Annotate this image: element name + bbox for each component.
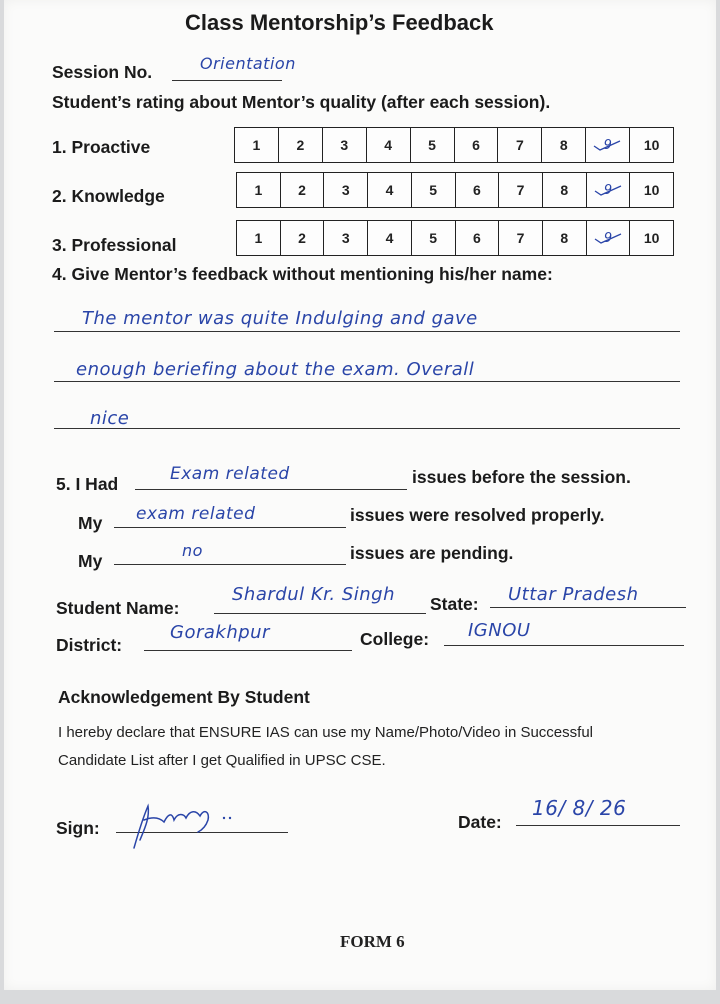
date-underline <box>516 825 680 826</box>
scale-cell[interactable]: 2 <box>280 221 324 255</box>
selected-value: 9 <box>603 230 613 246</box>
pending-issues-value[interactable]: no <box>182 541 203 560</box>
scale-cell[interactable]: 7 <box>498 173 542 207</box>
feedback-line-1[interactable]: The mentor was quite Indulging and gave <box>82 308 478 329</box>
feedback-form-page <box>4 0 716 990</box>
college-label: College: <box>360 629 430 649</box>
resolved-issues-underline <box>114 527 346 528</box>
scale-cell[interactable]: 5 <box>411 221 455 255</box>
session-label: Session No. <box>52 62 153 82</box>
pending-issues-label: My <box>78 551 103 571</box>
feedback-line-3[interactable]: nice <box>90 408 130 429</box>
pending-issues-suffix: issues are pending. <box>350 543 514 563</box>
student-name-label: Student Name: <box>56 598 180 618</box>
feedback-heading: 4. Give Mentor’s feedback without mentioning his/her name: <box>52 264 553 284</box>
scale-cell[interactable]: 4 <box>366 128 410 162</box>
district-underline <box>144 650 352 651</box>
student-name-underline <box>214 613 426 614</box>
feedback-underline-3 <box>54 428 680 429</box>
scale-cell[interactable]: 2 <box>280 173 324 207</box>
rating-heading: Student’s rating about Mentor’s quality (after each session). <box>52 92 551 112</box>
scale-cell[interactable]: 7 <box>497 128 541 162</box>
college-underline <box>444 645 684 646</box>
had-issues-suffix: issues before the session. <box>412 467 631 487</box>
scale-cell[interactable]: 1 <box>254 182 263 198</box>
state-value[interactable]: Uttar Pradesh <box>508 584 639 605</box>
scale-cell[interactable]: 6 <box>455 221 499 255</box>
scale-cell[interactable]: 7 <box>498 221 542 255</box>
rating-scale-professional[interactable] <box>236 220 674 256</box>
district-value[interactable]: Gorakhpur <box>170 622 270 643</box>
rating-label-proactive: 1. Proactive <box>52 137 151 157</box>
scale-cell-selected[interactable] <box>586 173 630 207</box>
scale-cell[interactable]: 3 <box>323 173 367 207</box>
signature-image <box>120 796 240 854</box>
form-number: FORM 6 <box>340 932 405 951</box>
resolved-issues-label: My <box>78 513 103 533</box>
scale-cell[interactable]: 4 <box>367 221 411 255</box>
scale-cell[interactable]: 6 <box>454 128 498 162</box>
acknowledgement-line-2: Candidate List after I get Qualified in UPSC CSE. <box>58 752 386 769</box>
scale-cell[interactable]: 8 <box>542 173 586 207</box>
resolved-issues-suffix: issues were resolved properly. <box>350 505 605 525</box>
scale-cell[interactable]: 10 <box>629 128 673 162</box>
form-title: Class Mentorship’s Feedback <box>185 10 494 35</box>
had-issues-underline <box>135 489 407 490</box>
resolved-issues-value[interactable]: exam related <box>136 504 256 524</box>
scale-cell[interactable]: 8 <box>541 128 585 162</box>
scale-cell[interactable]: 1 <box>252 137 261 153</box>
student-name-value[interactable]: Shardul Kr. Singh <box>232 584 395 605</box>
had-issues-value[interactable]: Exam related <box>170 464 290 484</box>
sign-label: Sign: <box>56 818 100 838</box>
rating-label-knowledge: 2. Knowledge <box>52 186 165 206</box>
state-underline <box>490 607 686 608</box>
had-issues-label: 5. I Had <box>56 474 119 494</box>
date-value[interactable]: 16/ 8/ 26 <box>532 796 627 820</box>
acknowledgement-line-1: I hereby declare that ENSURE IAS can use my Name/Photo/Video in Successful <box>58 724 593 741</box>
scale-cell[interactable]: 1 <box>254 230 263 246</box>
acknowledgement-heading: Acknowledgement By Student <box>58 687 310 707</box>
selected-value: 9 <box>603 182 613 198</box>
scale-cell-selected[interactable] <box>585 128 629 162</box>
feedback-line-2[interactable]: enough beriefing about the exam. Overall <box>76 359 475 380</box>
scale-cell[interactable]: 3 <box>322 128 366 162</box>
college-value[interactable]: IGNOU <box>468 620 531 641</box>
scale-cell[interactable]: 10 <box>629 221 673 255</box>
scale-cell[interactable]: 5 <box>411 173 455 207</box>
rating-label-professional: 3. Professional <box>52 235 177 255</box>
scale-cell[interactable]: 5 <box>410 128 454 162</box>
scale-cell[interactable]: 2 <box>278 128 322 162</box>
selected-value: 9 <box>603 137 612 153</box>
scale-cell[interactable]: 10 <box>629 173 673 207</box>
scale-cell[interactable]: 3 <box>323 221 367 255</box>
rating-scale-proactive[interactable] <box>234 127 674 163</box>
date-label: Date: <box>458 812 502 832</box>
scale-cell[interactable]: 4 <box>367 173 411 207</box>
session-value: Orientation <box>200 54 296 73</box>
rating-scale-knowledge[interactable] <box>236 172 674 208</box>
scale-cell-selected[interactable] <box>586 221 630 255</box>
session-underline <box>172 80 282 81</box>
state-label: State: <box>430 594 479 614</box>
scale-cell[interactable]: 6 <box>455 173 499 207</box>
scale-cell[interactable]: 8 <box>542 221 586 255</box>
feedback-underline-1 <box>54 331 680 332</box>
pending-issues-underline <box>114 564 346 565</box>
feedback-underline-2 <box>54 381 680 382</box>
district-label: District: <box>56 635 123 655</box>
